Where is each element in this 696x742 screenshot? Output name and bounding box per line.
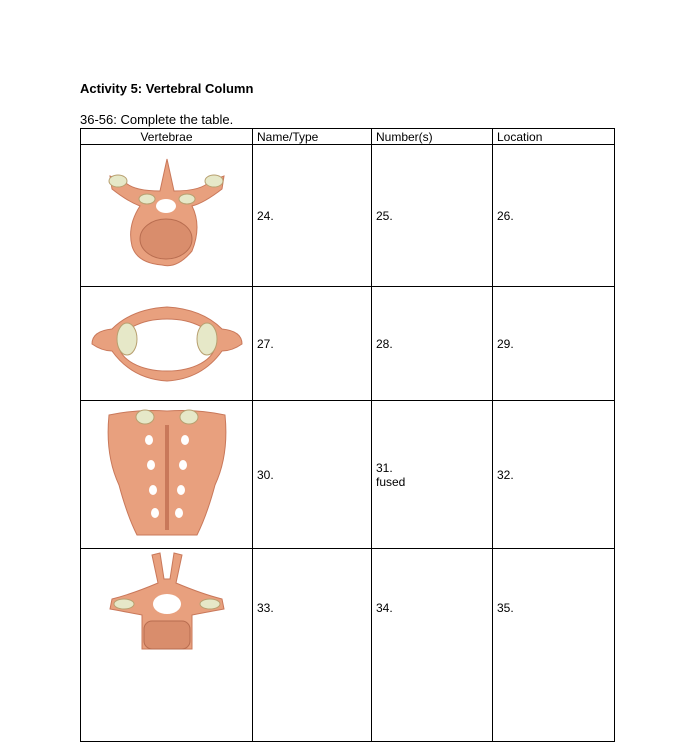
sacrum-image (81, 401, 253, 549)
lumbar-vertebra-image (81, 145, 253, 287)
page-title: Activity 5: Vertebral Column (80, 81, 254, 96)
number-note: fused (376, 474, 406, 489)
table-row (81, 401, 615, 549)
location-cell[interactable]: 35. (493, 549, 615, 742)
name-cell[interactable]: 27. (253, 287, 372, 401)
number-cell[interactable]: 34. (372, 549, 493, 742)
number-value: 31. (376, 460, 393, 475)
instructions: 36-56: Complete the table. (80, 112, 234, 127)
table-row (81, 145, 615, 287)
vertebrae-table (80, 128, 615, 742)
atlas-vertebra-image (81, 287, 253, 401)
number-cell[interactable] (372, 401, 493, 549)
location-cell[interactable]: 26. (493, 145, 615, 287)
name-cell[interactable]: 33. (253, 549, 372, 742)
table-row (81, 549, 615, 742)
table-row (81, 287, 615, 401)
cervical-vertebra-image (81, 549, 253, 742)
header-name-type: Name/Type (253, 129, 372, 145)
header-numbers: Number(s) (372, 129, 493, 145)
table-header-row (81, 129, 615, 145)
header-vertebrae: Vertebrae (81, 129, 253, 145)
number-cell[interactable]: 25. (372, 145, 493, 287)
number-cell[interactable]: 28. (372, 287, 493, 401)
name-cell[interactable]: 24. (253, 145, 372, 287)
location-cell[interactable]: 29. (493, 287, 615, 401)
header-location: Location (493, 129, 615, 145)
name-cell[interactable]: 30. (253, 401, 372, 549)
location-cell[interactable]: 32. (493, 401, 615, 549)
